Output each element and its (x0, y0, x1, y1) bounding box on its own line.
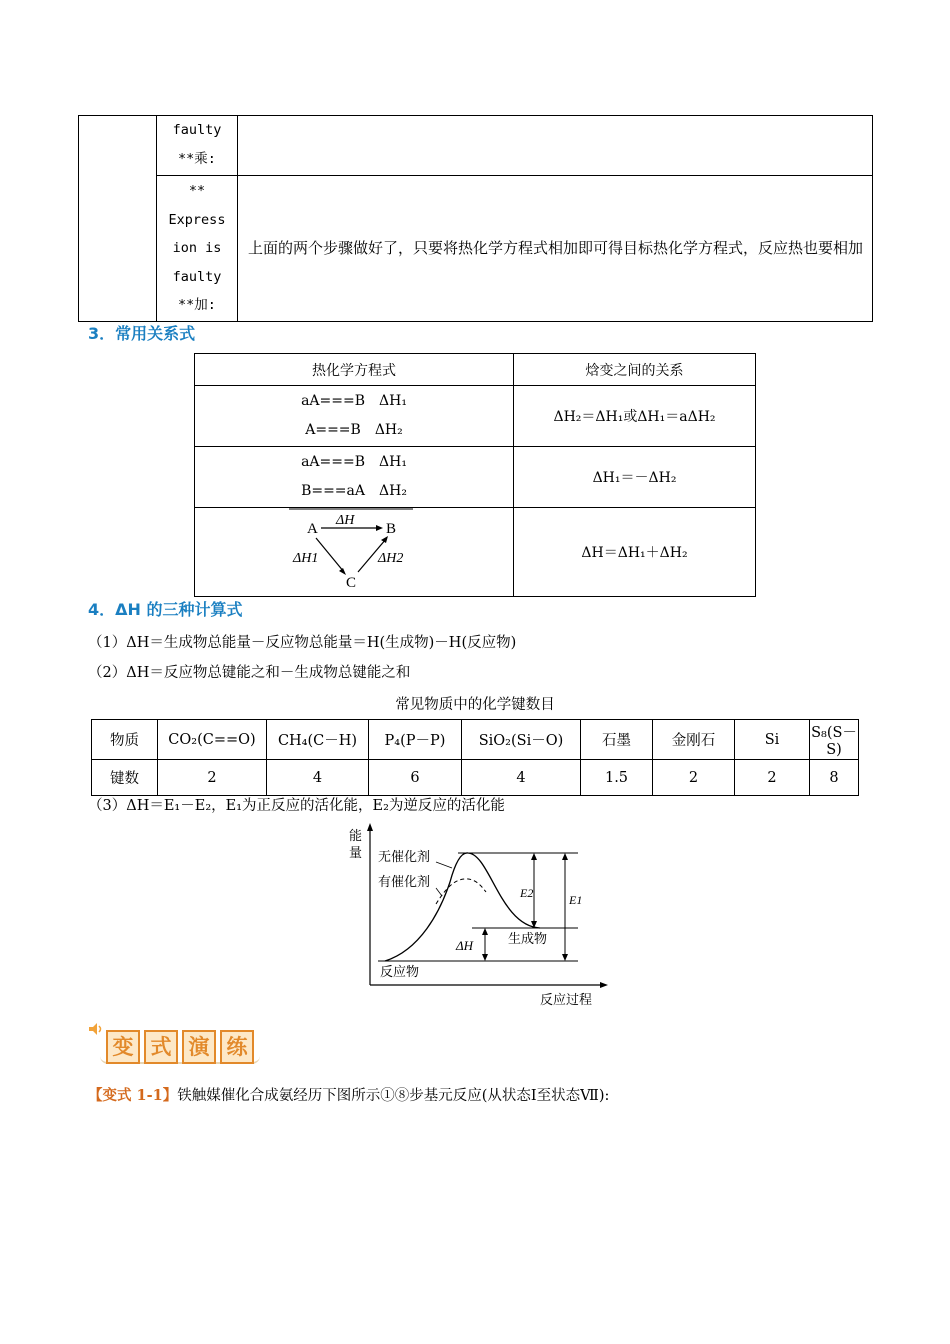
relation-header-eq: 热化学方程式 (195, 354, 514, 386)
exercise-line (88, 1084, 609, 1105)
top-table-r2-col3 (238, 176, 873, 322)
bond-value-cell: 1.5 (581, 760, 653, 796)
cell-line: faulty (172, 268, 222, 285)
arrow-head-icon (562, 954, 568, 961)
bond-header-cell: 石墨 (581, 720, 653, 760)
triangle-b: B (386, 521, 397, 537)
bond-value-cell: 4 (462, 760, 581, 796)
cell-line: ** (188, 183, 206, 199)
top-table (78, 115, 873, 322)
cell-line: Express (168, 211, 226, 228)
y-label-char-1: 能 (349, 829, 363, 844)
e1-label: E1 (569, 893, 583, 907)
triangle-right-label: ΔH2 (378, 551, 404, 566)
exercise-banner (88, 1020, 268, 1064)
bond-value-cell: 8 (810, 760, 859, 796)
banner-char: 变 (106, 1030, 140, 1064)
bond-header-cell: 物质 (92, 720, 158, 760)
formula-2: （2）ΔH＝反应物总键能之和－生成物总键能之和 (88, 665, 411, 681)
relation-table (194, 353, 756, 597)
e2-label: E2 (520, 886, 534, 900)
bond-value-cell: 2 (735, 760, 810, 796)
formula-1: （1）ΔH＝生成物总能量－反应物总能量＝H(生成物)－H(反应物) (88, 635, 517, 651)
bond-header-cell: SiO₂(Si－O) (462, 720, 581, 760)
relation-row3-diagram (195, 508, 514, 597)
speaker-icon (88, 1022, 104, 1036)
bond-table (91, 719, 859, 796)
bond-value-cell: 6 (369, 760, 462, 796)
energy-diagram (340, 822, 610, 1012)
banner-char: 练 (220, 1030, 254, 1064)
dh-label: ΔH (456, 938, 474, 953)
bond-value-cell: 2 (653, 760, 735, 796)
bond-header-cell: Si (735, 720, 810, 760)
section4-title: 4．ΔH 的三种计算式 (88, 600, 243, 619)
arrow-head-icon (482, 954, 488, 961)
banner-char: 演 (182, 1030, 216, 1064)
x-axis-arrow-icon (600, 982, 608, 988)
arrow-head-icon (339, 568, 346, 575)
banner-char: 式 (144, 1030, 178, 1064)
triangle-top-label: ΔH (336, 513, 355, 528)
formula-3: （3）ΔH＝E₁－E₂，E₁为正反应的活化能，E₂为逆反应的活化能 (88, 798, 505, 814)
arrow-head-icon (531, 853, 537, 860)
reactant-label: 反应物 (380, 965, 420, 980)
relation-row1-eq (195, 386, 514, 447)
relation-row2-eq (195, 447, 514, 508)
arrow-head-icon (482, 928, 488, 935)
arrow-head-icon (562, 853, 568, 860)
relation-row3-rel: ΔH＝ΔH₁＋ΔH₂ (514, 508, 756, 597)
cell-line: **乘: (178, 151, 216, 167)
bond-header-cell: CH₄(C－H) (267, 720, 369, 760)
equation-line: A===B ΔH₂ (305, 422, 403, 438)
step-text: 上面的两个步骤做好了，只要将热化学方程式相加即可得目标热化学方程式，反应热也要相加 (248, 238, 864, 257)
top-table-r1-col2 (157, 116, 238, 176)
equation-line: aA===B ΔH₁ (301, 393, 407, 409)
exercise-text: 铁触媒催化合成氨经历下图所示①⑧步基元反应(从状态Ⅰ至状态Ⅶ): (177, 1088, 610, 1104)
bond-table-caption: 常见物质中的化学键数目 (395, 697, 555, 713)
x-axis-label: 反应过程 (540, 993, 593, 1008)
triangle-c: C (346, 575, 357, 591)
y-axis-label (349, 846, 362, 861)
relation-header-rel: 焓变之间的关系 (514, 354, 756, 386)
triangle-a: A (307, 521, 318, 537)
top-table-r1-col3 (238, 116, 873, 176)
triangle-left-label: ΔH1 (293, 551, 319, 566)
top-table-r2-col2 (157, 176, 238, 322)
with-catalyst-pointer (436, 888, 442, 896)
relation-row2-rel: ΔH₁＝－ΔH₂ (514, 447, 756, 508)
section3-title: 3．常用关系式 (88, 324, 196, 343)
exercise-label: 【变式 1-1】 (88, 1087, 178, 1104)
with-catalyst-label: 有催化剂 (378, 875, 431, 890)
product-label: 生成物 (508, 932, 548, 947)
arrow-a-to-c (316, 538, 344, 572)
bond-header-cell: 金刚石 (653, 720, 735, 760)
bond-value-cell: 键数 (92, 760, 158, 796)
bond-value-cell: 4 (267, 760, 369, 796)
y-axis-label (349, 828, 362, 844)
no-catalyst-label: 无催化剂 (378, 850, 431, 865)
no-catalyst-pointer (436, 862, 452, 868)
equation-line: B===aA ΔH₂ (301, 483, 407, 499)
cell-line: faulty (172, 122, 222, 138)
hess-triangle-diagram (195, 508, 511, 596)
bond-value-cell: 2 (158, 760, 267, 796)
cell-line: **加: (178, 297, 216, 313)
y-label-char-2: 量 (349, 846, 363, 861)
arrow-head-icon (381, 536, 388, 543)
cell-line: ion is (172, 240, 222, 256)
top-table-col1 (79, 116, 157, 322)
bond-header-cell: P₄(P－P) (369, 720, 462, 760)
bond-header-cell: S₈(S－S) (810, 720, 859, 760)
equation-line: aA===B ΔH₁ (301, 454, 407, 470)
y-axis-arrow-icon (367, 823, 373, 831)
arrow-head-icon (376, 525, 383, 531)
relation-row1-rel: ΔH₂＝ΔH₁或ΔH₁＝aΔH₂ (514, 386, 756, 447)
bond-header-cell: CO₂(C==O) (158, 720, 267, 760)
